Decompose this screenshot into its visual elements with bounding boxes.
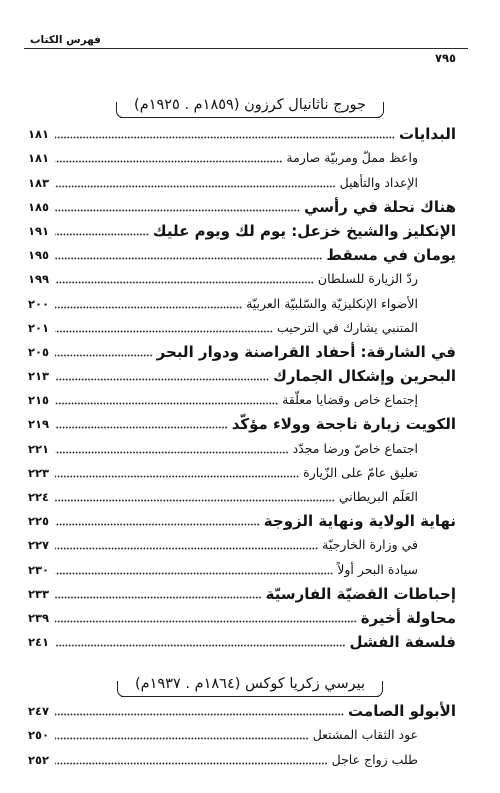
- subentry-title: واعظ مملّ ومربيّة صارمة: [286, 150, 418, 166]
- toc-entry: [28, 412, 456, 436]
- subentry-title: إجتماع خاص وقضايا معلّقة: [282, 392, 418, 408]
- toc-subentry: [28, 146, 456, 170]
- toc-subentry: [28, 723, 456, 747]
- toc-entry: [28, 699, 456, 723]
- toc-subentry: [28, 291, 456, 315]
- toc-subentry: [28, 461, 456, 485]
- dot-leader: [55, 233, 149, 236]
- subentry-title: الأضواء الإنكليزيّة والسّلبيّة العربيّة: [246, 295, 418, 311]
- entry-page-number: ٢٤١: [28, 635, 50, 650]
- entry-page-number: ١٩٥: [28, 248, 50, 263]
- dot-leader: [55, 713, 344, 716]
- subentry-title: طلب زواج عاجل: [331, 751, 418, 767]
- toc-entry: [28, 606, 456, 630]
- entry-title: البدايات: [398, 125, 456, 144]
- entry-page-number: ١٨٣: [28, 175, 50, 190]
- toc-subentry: [28, 747, 456, 771]
- dot-leader: [55, 402, 278, 405]
- toc-subentry: [28, 485, 456, 509]
- dot-leader: [55, 378, 269, 381]
- toc-entry: [28, 509, 456, 533]
- entry-page-number: ٢٥٢: [28, 752, 50, 767]
- dot-leader: [55, 475, 299, 478]
- entry-title: إحباطات القضيّة الفارسيّة: [265, 584, 456, 603]
- header-rule: [24, 48, 468, 49]
- entry-page-number: ٢٥٠: [28, 728, 50, 743]
- toc-subentry: [28, 170, 456, 194]
- entry-title: الأبولو الصامت: [348, 702, 456, 721]
- dot-leader: [55, 257, 322, 260]
- dot-leader: [55, 330, 273, 333]
- entry-page-number: ٢٤٧: [28, 704, 50, 719]
- section-heading-curzon: [0, 94, 500, 118]
- running-header-title: فهرس الكتاب: [30, 34, 101, 46]
- subentry-title: الإعداد والتأهيل: [339, 174, 418, 190]
- entry-title: نهاية الولاية ونهاية الزوجة: [263, 512, 456, 531]
- toc-entry: [28, 582, 456, 606]
- toc-subentry: [28, 388, 456, 412]
- entry-page-number: ١٩٩: [28, 272, 50, 287]
- dot-leader: [55, 523, 260, 526]
- page-number: ٧٩٥: [434, 51, 456, 65]
- dot-leader: [55, 306, 242, 309]
- subentry-title: في وزارة الخارجيّة: [322, 537, 418, 553]
- dot-leader: [55, 354, 153, 357]
- entry-title: محاولة أخيرة: [360, 608, 456, 627]
- dot-leader: [55, 451, 289, 454]
- entry-page-number: ١٨١: [28, 151, 50, 166]
- dot-leader: [55, 136, 395, 139]
- entry-page-number: ٢٢٣: [28, 465, 50, 480]
- dot-leader: [55, 644, 345, 647]
- toc-entry: [28, 219, 456, 243]
- dot-leader: [55, 160, 282, 163]
- entry-page-number: ١٩١: [28, 223, 50, 238]
- entry-title: في الشارقة: أحفاد القراصنة ودوار البحر: [156, 342, 456, 361]
- subentry-title: العَلَم البريطاني: [338, 489, 418, 504]
- subentry-title: عود الثقاب المشتعل: [312, 727, 418, 743]
- toc-entry: [28, 630, 456, 654]
- entry-page-number: ٢٣٠: [28, 562, 50, 577]
- subentry-title: اجتماع خاصّ ورضا مجدّد: [292, 440, 418, 456]
- toc-subentry: [28, 316, 456, 340]
- toc-entry: [28, 243, 456, 267]
- subentry-title: ردّ الزيارة للسلطان: [317, 271, 418, 287]
- entry-title: الكويت زيارة ناجحة وولاء مؤكّد: [231, 415, 456, 434]
- dot-leader: [55, 596, 262, 599]
- entry-page-number: ١٨٥: [28, 199, 50, 214]
- entry-title: هناك نحلة في رأسي: [304, 197, 456, 216]
- section-heading-cox: [0, 673, 500, 697]
- dot-leader: [55, 547, 318, 550]
- entry-page-number: ٢٣٩: [28, 610, 50, 625]
- toc-entry: [28, 340, 456, 364]
- entry-page-number: ٢٠٠: [28, 296, 50, 311]
- entry-title: البحرين وإشكال الجمارك: [273, 367, 456, 386]
- toc-subentry: [28, 557, 456, 581]
- entry-page-number: ٢٠٥: [28, 344, 50, 359]
- entry-page-number: ٢١٥: [28, 393, 50, 408]
- entry-page-number: ٢٣٣: [28, 586, 50, 601]
- entry-title: يومان في مسقط: [326, 246, 456, 265]
- dot-leader: [55, 762, 328, 765]
- toc-subentry: [28, 436, 456, 460]
- entry-page-number: ٢٠١: [28, 320, 50, 335]
- dot-leader: [55, 281, 314, 284]
- toc-entry: [28, 364, 456, 388]
- toc-list-section-1: [28, 122, 456, 654]
- dot-leader: [55, 209, 300, 212]
- dot-leader: [55, 426, 228, 429]
- subentry-title: المتنبي يشارك في الترحيب: [276, 319, 418, 335]
- section-title: بيرسي زكريا كوكس (١٨٦٤م . ١٩٣٧م): [121, 674, 379, 697]
- entry-page-number: ٢١٣: [28, 369, 50, 384]
- entry-page-number: ٢٢٤: [28, 490, 50, 504]
- subentry-title: سيادة البحر أولاً: [337, 561, 418, 577]
- dot-leader: [55, 499, 335, 502]
- entry-page-number: ٢٢٧: [28, 538, 50, 553]
- entry-page-number: ٢٢٥: [28, 514, 50, 529]
- entry-title: فلسفة الفشل: [349, 633, 456, 652]
- toc-list-section-2: [28, 699, 456, 772]
- subentry-title: تعليق عامّ على الزّيارة: [303, 464, 418, 480]
- entry-page-number: ٢١٩: [28, 417, 50, 432]
- toc-entry: [28, 195, 456, 219]
- toc-entry: [28, 122, 456, 146]
- dot-leader: [55, 620, 357, 623]
- section-title: جورج ناثانيال كرزون (١٨٥٩م . ١٩٢٥م): [120, 95, 380, 118]
- toc-subentry: [28, 267, 456, 291]
- dot-leader: [55, 185, 336, 188]
- entry-page-number: ١٨١: [28, 127, 50, 142]
- entry-page-number: ٢٢١: [28, 441, 50, 456]
- dot-leader: [55, 737, 309, 740]
- entry-title: الإنكليز والشيخ خزعل: يوم لك ويوم عليك: [152, 221, 456, 240]
- toc-subentry: [28, 533, 456, 557]
- dot-leader: [55, 572, 333, 575]
